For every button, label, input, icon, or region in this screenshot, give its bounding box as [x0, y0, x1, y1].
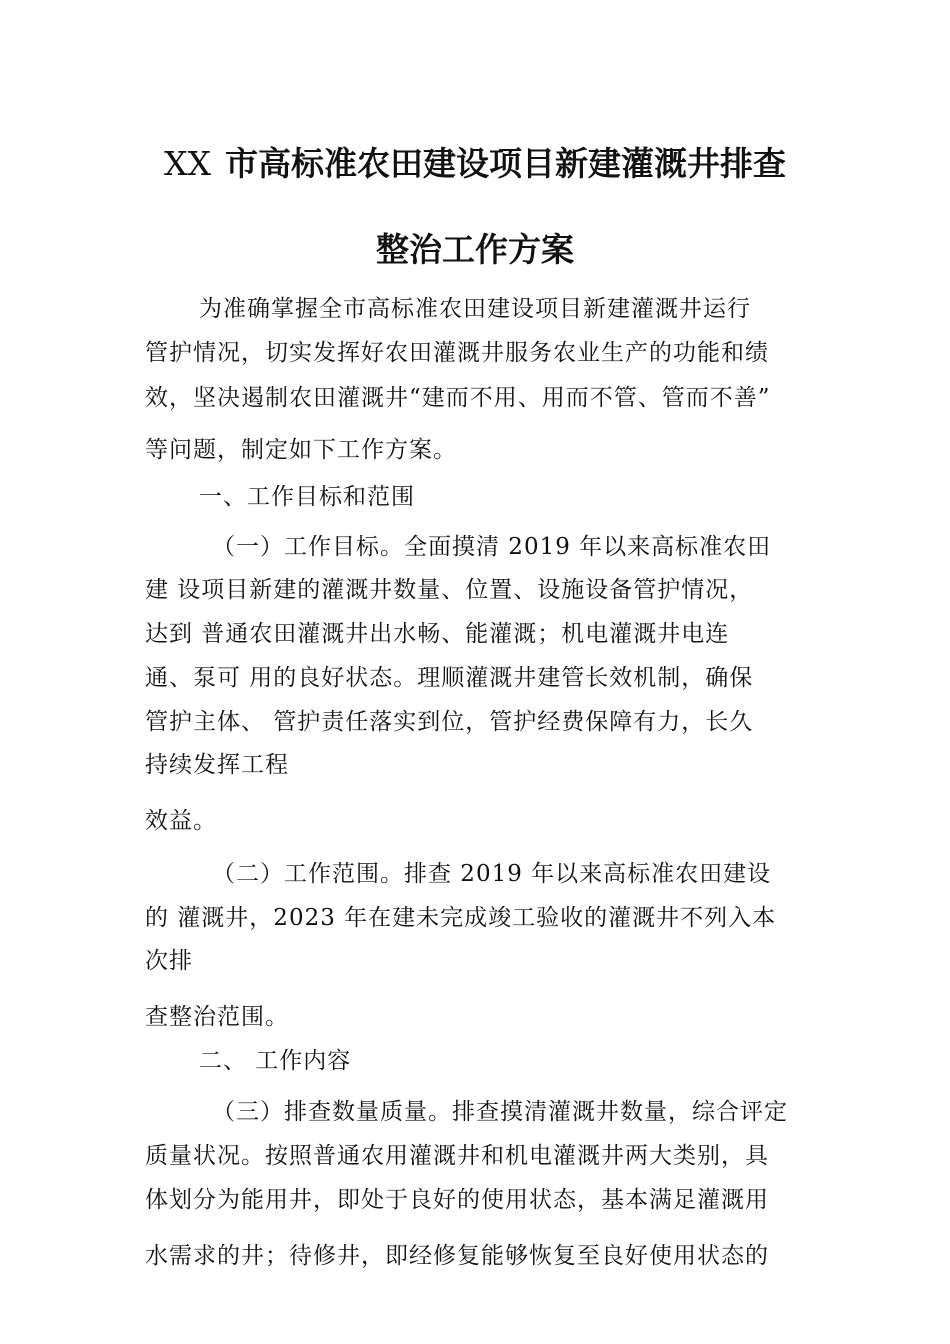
paragraph-line: 持续发挥工程	[145, 752, 289, 778]
paragraph-line: 效，坚决遏制农田灌溉井“建而不用、用而不管、管而不善”	[145, 385, 771, 411]
paragraph-line: （一）工作目标。全面摸清 2019 年以来高标准农田	[212, 534, 772, 560]
paragraph-line: 等问题，制定如下工作方案。	[145, 437, 457, 463]
paragraph-line: 次排	[145, 948, 193, 974]
paragraph-line: 达到 普通农田灌溉井出水畅、能灌溉；机电灌溉井电连	[145, 621, 730, 647]
paragraph-line: 的 灌溉井，2023 年在建未完成竣工验收的灌溉井不列入本	[145, 905, 777, 931]
paragraph-line: 建 设项目新建的灌溉井数量、位置、设施设备管护情况，	[145, 577, 754, 603]
section-heading: 一、工作目标和范围	[199, 484, 415, 510]
paragraph-line: 通、泵可 用的良好状态。理顺灌溉井建管长效机制，确保	[145, 665, 754, 691]
paragraph-line: 为准确掌握全市高标准农田建设项目新建灌溉井运行	[199, 296, 751, 322]
paragraph-line: 体划分为能用井，即处于良好的使用状态，基本满足灌溉用	[145, 1187, 769, 1213]
paragraph-line: 质量状况。按照普通农用灌溉井和机电灌溉井两大类别，具	[145, 1143, 769, 1169]
paragraph-line: 水需求的井；待修井，即经修复能够恢复至良好使用状态的	[145, 1243, 769, 1269]
title-text-2: 整治工作方案	[376, 230, 574, 269]
paragraph-line: （三）排查数量质量。排查摸清灌溉井数量，综合评定	[212, 1099, 788, 1125]
title-prefix: XX	[164, 144, 211, 183]
paragraph-line: 效益。	[145, 808, 217, 834]
paragraph-line: 查整治范围。	[145, 1004, 289, 1030]
document-title-line-2	[0, 224, 950, 271]
document-title-line-1	[0, 138, 950, 185]
paragraph-line: 管护情况，切实发挥好农田灌溉井服务农业生产的功能和绩	[145, 340, 769, 366]
section-heading: 二、 工作内容	[199, 1048, 352, 1074]
paragraph-line: （二）工作范围。排查 2019 年以来高标准农田建设	[212, 861, 772, 887]
title-text-1: 市高标准农田建设项目新建灌溉井排查	[225, 144, 786, 183]
paragraph-line: 管护主体、 管护责任落实到位，管护经费保障有力，长久	[145, 709, 754, 735]
